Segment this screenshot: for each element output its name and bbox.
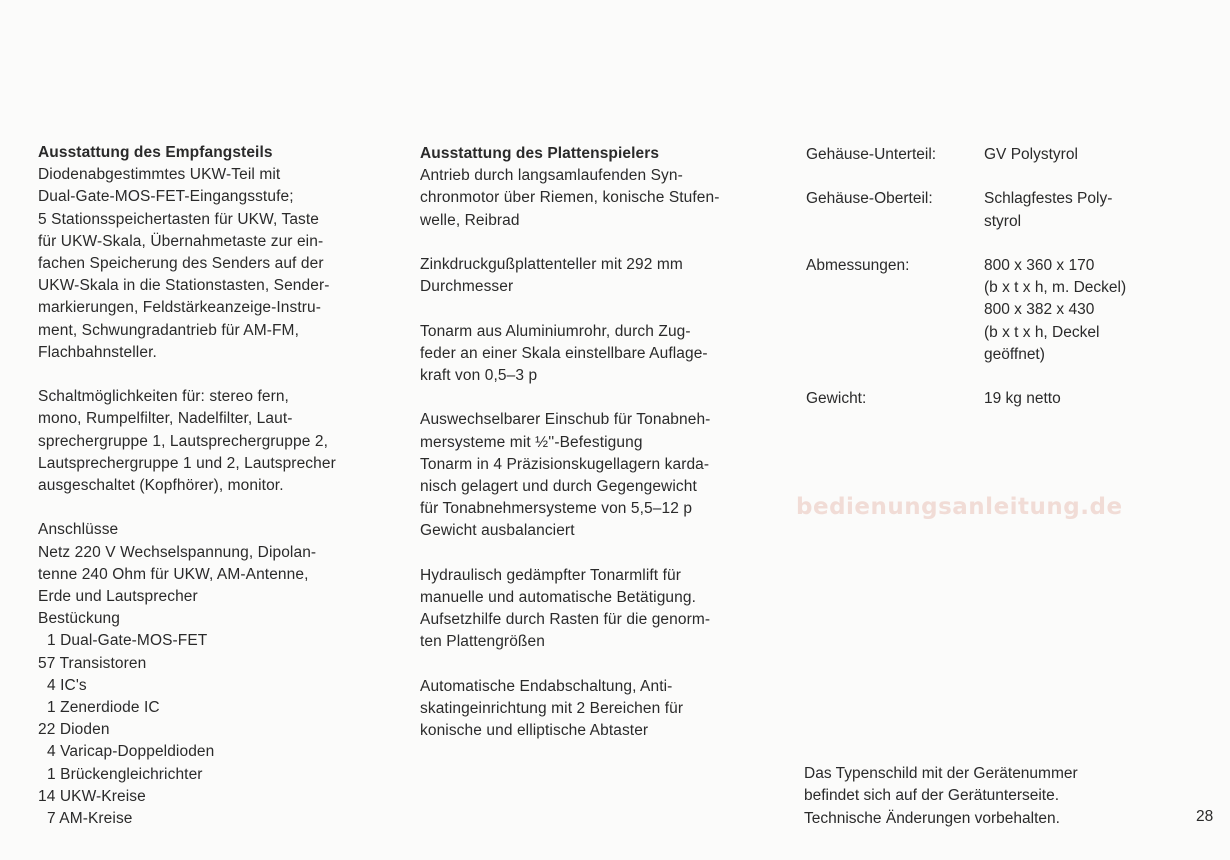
specs-table: [806, 144, 1206, 410]
text-line: GV Polystyrol: [984, 146, 1078, 163]
text-line: Das Typenschild mit der Gerätenummer: [804, 765, 1078, 782]
spec-label: Gewicht:: [806, 390, 867, 408]
component-item: 14 UKW-Kreise: [38, 787, 146, 805]
spec-row: [806, 188, 1206, 232]
spec-row: [806, 144, 1206, 166]
component-item: 4 IC's: [47, 676, 87, 694]
components-heading: Bestückung: [38, 610, 120, 628]
turntable-paragraph: [420, 165, 775, 232]
receiver-description: [38, 164, 388, 364]
text-line: 5 Stationsspeichertasten für UKW, Taste: [38, 210, 320, 228]
spec-row: [806, 255, 1206, 366]
spec-label: Abmessungen:: [806, 256, 910, 274]
text-line: Erde und Lautsprecher: [38, 588, 198, 606]
turntable-paragraph: [420, 409, 775, 542]
text-line: manuelle und automatische Betätigung.: [420, 589, 696, 606]
text-line: 800 x 360 x 170: [984, 256, 1095, 274]
connections-heading: Anschlüsse: [38, 521, 119, 539]
component-item: 57 Transistoren: [38, 654, 147, 672]
text-line: (b x t x h, Deckel: [984, 323, 1100, 341]
text-line: Technische Änderungen vorbehalten.: [804, 809, 1060, 827]
page-number: 28: [1196, 808, 1214, 825]
receiver-section: [38, 142, 388, 830]
text-line: Schlagfestes Poly-: [984, 190, 1113, 208]
text-line: ausgeschaltet (Kopfhörer), monitor.: [38, 477, 284, 495]
spec-row: [806, 388, 1206, 410]
text-line: nisch gelagert und durch Gegengewicht: [420, 478, 697, 495]
spec-value: [984, 144, 1206, 166]
text-line: welle, Reibrad: [420, 211, 520, 229]
component-item: 1 Dual-Gate-MOS-FET: [47, 632, 208, 650]
text-line: mono, Rumpelfilter, Nadelfilter, Laut-: [38, 410, 293, 428]
turntable-paragraph: [420, 676, 775, 743]
turntable-heading: Ausstattung des Plattenspielers: [420, 145, 660, 162]
text-line: Automatische Endabschaltung, Anti-: [420, 677, 673, 695]
spec-value: [984, 188, 1206, 232]
text-line: Lautsprechergruppe 1 und 2, Lautsprecher: [38, 454, 336, 472]
text-line: sprechergruppe 1, Lautsprechergruppe 2,: [38, 432, 328, 450]
connections: [38, 519, 388, 830]
text-line: ment, Schwungradantrieb für AM-FM,: [38, 321, 299, 339]
turntable-section: [420, 143, 775, 742]
spec-value: [984, 255, 1206, 366]
text-line: Durchmesser: [420, 278, 514, 296]
watermark: bedienungsanleitung.de: [796, 494, 1123, 520]
text-line: Antrieb durch langsamlaufenden Syn-: [420, 167, 683, 185]
text-line: befindet sich auf der Gerätunterseite.: [804, 787, 1060, 805]
text-line: konische und elliptische Abtaster: [420, 722, 649, 740]
text-line: Diodenabgestimmtes UKW-Teil mit: [38, 166, 281, 184]
text-line: Gewicht ausbalanciert: [420, 522, 575, 540]
text-line: kraft von 0,5–3 p: [420, 367, 538, 384]
component-item: 1 Zenerdiode IC: [47, 699, 160, 717]
text-line: für Tonabnehmersysteme von 5,5–12 p: [420, 500, 693, 518]
text-line: 800 x 382 x 430: [984, 301, 1095, 319]
component-item: 4 Varicap-Doppeldioden: [47, 743, 215, 761]
text-line: Schaltmöglichkeiten für: stereo fern,: [38, 388, 289, 406]
text-line: chronmotor über Riemen, konische Stufen-: [420, 189, 720, 207]
text-line: tenne 240 Ohm für UKW, AM-Antenne,: [38, 565, 309, 583]
receiver-heading: Ausstattung des Empfangsteils: [38, 144, 273, 161]
turntable-paragraph: [420, 254, 775, 298]
component-item: 22 Dioden: [38, 721, 110, 739]
text-line: geöffnet): [984, 345, 1045, 363]
text-line: für UKW-Skala, Übernahmetaste zur ein-: [38, 232, 324, 250]
footnote: [804, 763, 1164, 830]
text-line: Dual-Gate-MOS-FET-Eingangsstufe;: [38, 188, 294, 206]
text-line: Auswechselbarer Einschub für Tonabneh-: [420, 411, 711, 429]
text-line: 19 kg netto: [984, 390, 1061, 408]
text-line: Netz 220 V Wechselspannung, Dipolan-: [38, 543, 317, 561]
text-line: UKW-Skala in die Stationstasten, Sender-: [38, 277, 330, 295]
text-line: Tonarm aus Aluminiumrohr, durch Zug-: [420, 322, 691, 340]
text-line: Tonarm in 4 Präzisionskugellagern karda-: [420, 455, 710, 473]
text-line: ten Plattengrößen: [420, 633, 545, 651]
turntable-paragraph: [420, 565, 775, 654]
spec-value: [984, 388, 1206, 410]
spec-label: Gehäuse-Unterteil:: [806, 146, 937, 163]
component-item: 7 AM-Kreise: [47, 810, 133, 828]
switching-options: [38, 386, 388, 497]
text-line: markierungen, Feldstärkeanzeige-Instru-: [38, 299, 322, 317]
turntable-paragraph: [420, 321, 775, 388]
text-line: fachen Speicherung des Senders auf der: [38, 255, 324, 273]
text-line: (b x t x h, m. Deckel): [984, 279, 1127, 297]
text-line: styrol: [984, 212, 1022, 230]
text-line: Hydraulisch gedämpfter Tonarmlift für: [420, 566, 681, 584]
text-line: Flachbahnsteller.: [38, 343, 157, 361]
spec-label: Gehäuse-Oberteil:: [806, 190, 933, 208]
text-line: Zinkdruckgußplattenteller mit 292 mm: [420, 256, 683, 273]
text-line: skatingeinrichtung mit 2 Bereichen für: [420, 700, 684, 717]
text-line: mersysteme mit ½''-Befestigung: [420, 433, 643, 451]
text-line: Aufsetzhilfe durch Rasten für die genorm-: [420, 611, 711, 629]
component-item: 1 Brückengleichrichter: [47, 765, 203, 783]
text-line: feder an einer Skala einstellbare Auflage-: [420, 344, 708, 362]
